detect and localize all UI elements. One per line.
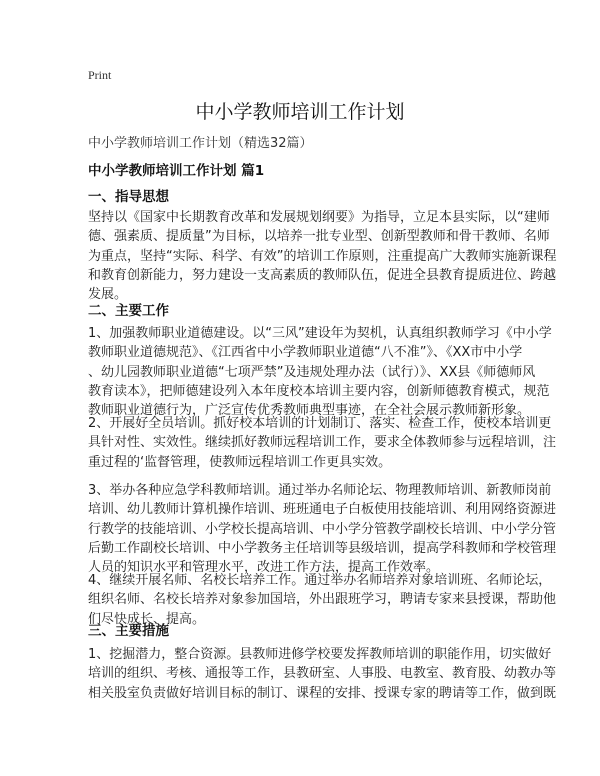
paragraph-line: 教师职业道德行为，广泛宣传优秀教师典型事迹，在全社会展示教师新形象。: [88, 403, 531, 419]
paragraph-line: 2、开展好全员培训。抓好校本培训的计划制订、落实、检查工作，使校本培训更: [88, 416, 552, 431]
paragraph-line: 们尽快成长、提高。: [88, 611, 206, 627]
paragraph-measures-1: [88, 645, 556, 703]
heading-main-work: 二、主要工作: [88, 303, 169, 319]
paragraph-line: 坚持以《国家中长期教育改革和发展规划纲要》为指导，立足本县实际，以“建师: [88, 210, 550, 225]
paragraph-line: 教师职业道德规范》、《江西省中小学教师职业道德“八不准”》、《XX市中小学: [88, 345, 523, 361]
paragraph-line: 行教学的技能培训、小学校长提高培训、中小学分管教学副校长培训、中小学分管: [88, 521, 557, 537]
paragraph-line: 为重点，坚持“实际、科学、有效”的培训工作原则，注重提高广大教师实施新课程: [88, 248, 557, 264]
paragraph-line: 4、继续开展名师、名校长培养工作。通过举办名师培养对象培训班、名师论坛，: [88, 573, 552, 588]
paragraph-work-1: [88, 324, 552, 420]
paragraph-line: 教育读本》，把师德建设列入本年度校本培训主要内容，创新师德教育模式，规范: [88, 383, 550, 399]
paragraph-line: 培训的组织、考核、通报等工作，县教研室、人事股、电教室、教育股、幼教办等: [88, 666, 557, 682]
print-label: Print: [88, 68, 112, 82]
paragraph-line: 组织名师、名校长培养对象参加国培，外出跟班学习，聘请专家来县授课，帮助他: [88, 592, 557, 608]
subtitle: 中小学教师培训工作计划（精选32篇）: [88, 136, 313, 151]
paragraph-line: 后勤工作副校长培训、中小学教务主任培训等县级培训，提高学科教师和学校管理: [88, 540, 557, 556]
paragraph-line: 1、加强教师职业道德建设。以“三风”建设年为契机，认真组织教师学习《中小学: [88, 326, 552, 341]
paragraph-line: 重过程的‘监督管理，使教师远程培训工作更具实效。: [88, 454, 392, 470]
paragraph-line: 1、挖掘潜力，整合资源。县教师进修学校要发挥教师培训的职能作用，切实做好: [88, 647, 552, 662]
paragraph-guiding-ideas: [88, 208, 556, 304]
heading-guiding-ideas: 一、指导思想: [88, 189, 169, 205]
section-heading: 中小学教师培训工作计划 篇1: [88, 163, 265, 179]
paragraph-work-2: [88, 414, 556, 472]
page-title: 中小学教师培训工作计划: [195, 101, 405, 123]
heading-main-measures: 三、主要措施: [88, 623, 169, 639]
paragraph-line: 培训、幼儿教师计算机操作培训、班班通电子白板使用技能培训、利用网络资源进: [88, 502, 557, 518]
paragraph-line: 人员的知识水平和管理水平，改进工作方法，提高工作效率。: [88, 560, 440, 576]
paragraph-line: 发展。: [88, 287, 128, 303]
paragraph-line: 3、举办各种应急学科教师培训。通过举办名师论坛、物理教师培训、新教师岗前: [88, 483, 552, 498]
paragraph-line: 具针对性、实效性。继续抓好教师远程培训工作，要求全体教师参与远程培训，注: [88, 435, 557, 451]
paragraph-line: 、幼儿园教师职业道德“七项严禁”及违规处理办法（试行）》、XX县《师德师风: [88, 364, 536, 380]
paragraph-line: 德、强素质、提质量”为目标，以培养一批专业型、创新型教师和骨干教师、名师: [88, 229, 550, 245]
paragraph-line: 和教育创新能力，努力建设一支高素质的教师队伍，促进全县教育提质进位、跨越: [88, 267, 557, 283]
paragraph-work-3: [88, 481, 556, 577]
paragraph-line: 相关股室负责做好培训目标的制订、课程的安排、授课专家的聘请等工作，做到既: [88, 685, 557, 701]
